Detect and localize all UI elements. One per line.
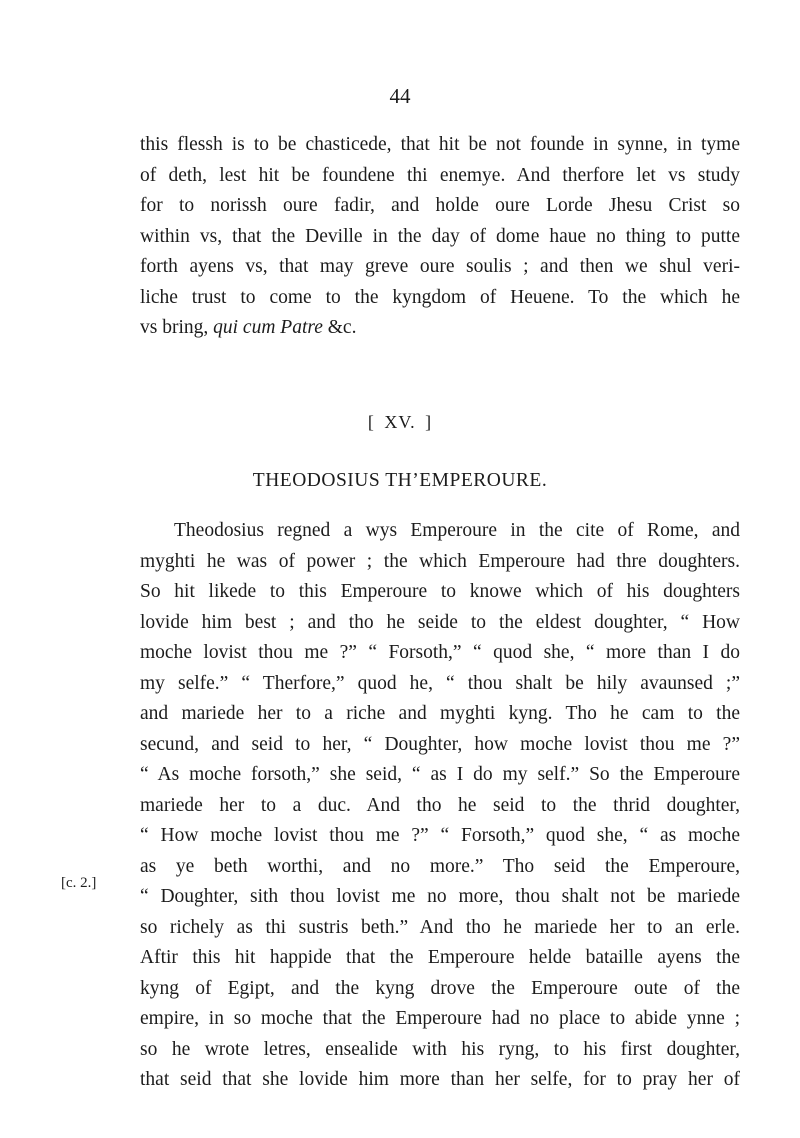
text-line: liche trust to come to the kyngdom of Heuene. To the which he <box>140 286 740 308</box>
text-line: my selfe.” “ Therfore,” quod he, “ thou shalt be hily avaunsed ;” <box>140 672 740 694</box>
paragraph-main <box>140 516 740 1096</box>
text-line: of deth, lest hit be foundene thi enemye. And therfore let vs study <box>140 164 740 186</box>
section-number: [ XV. ] <box>367 412 433 432</box>
text-line: as ye beth worthi, and no more.” Tho seid the Emperoure, <box>140 855 740 877</box>
text-line: Theodosius regned a wys Emperoure in the cite of Rome, and <box>174 520 740 541</box>
text-line: and mariede her to a riche and myghti kyng. Tho he cam to the <box>140 703 740 724</box>
text-line: for to norissh oure fadir, and holde oure Lorde Jhesu Crist so <box>140 195 740 216</box>
text-line-last <box>140 313 740 344</box>
text-line: myghti he was of power ; the which Emperoure had thre doughters. <box>140 550 740 572</box>
text-line: kyng of Egipt, and the kyng drove the Emperoure oute of the <box>140 977 740 999</box>
section-title: THEODOSIUS TH’EMPEROURE. <box>252 470 548 491</box>
text-line: “ How moche lovist thou me ?” “ Forsoth,” quod she, “ as moche <box>140 825 740 846</box>
text-line: within vs, that the Deville in the day of dome haue no thing to putte <box>140 225 740 247</box>
text-line: forth ayens vs, that may greve oure soulis ; and then we shul veri- <box>140 256 740 277</box>
text-line: moche lovist thou me ?” “ Forsoth,” “ quod she, “ more than I do <box>140 642 740 663</box>
text-line: So hit likede to this Emperoure to knowe which of his doughters <box>140 581 740 602</box>
text-segment: vs bring, <box>140 317 214 338</box>
text-line: Aftir this hit happide that the Emperoure helde bataille ayens the <box>140 947 740 968</box>
text-line: that seid that she lovide him more than her selfe, for to pray her of <box>140 1069 740 1090</box>
page-number: 44 <box>389 84 411 108</box>
latin-phrase: qui cum Patre <box>213 317 323 338</box>
text-line: this flessh is to be chasticede, that hit be not founde in synne, in tyme <box>140 134 740 155</box>
text-line: “ As moche forsoth,” she seid, “ as I do my self.” So the Emperoure <box>140 764 740 785</box>
text-line: secund, and seid to her, “ Doughter, how moche lovist thou me ?” <box>140 733 740 755</box>
text-line: empire, in so moche that the Emperoure had no place to abide ynne ; <box>140 1008 740 1029</box>
text-line: so richely as thi sustris beth.” And tho he mariede her to an erle. <box>140 916 740 938</box>
text-line: mariede her to a duc. And tho he seid to the thrid doughter, <box>140 794 740 816</box>
text-line: lovide him best ; and tho he seide to the eldest doughter, “ How <box>140 611 740 633</box>
margin-note: [c. 2.] <box>61 875 97 891</box>
text-line: “ Doughter, sith thou lovist me no more, thou shalt not be mariede <box>140 886 740 907</box>
text-segment: &c. <box>322 317 357 338</box>
paragraph-continued <box>140 130 740 344</box>
text-line: so he wrote letres, ensealide with his ryng, to his first doughter, <box>140 1038 740 1060</box>
